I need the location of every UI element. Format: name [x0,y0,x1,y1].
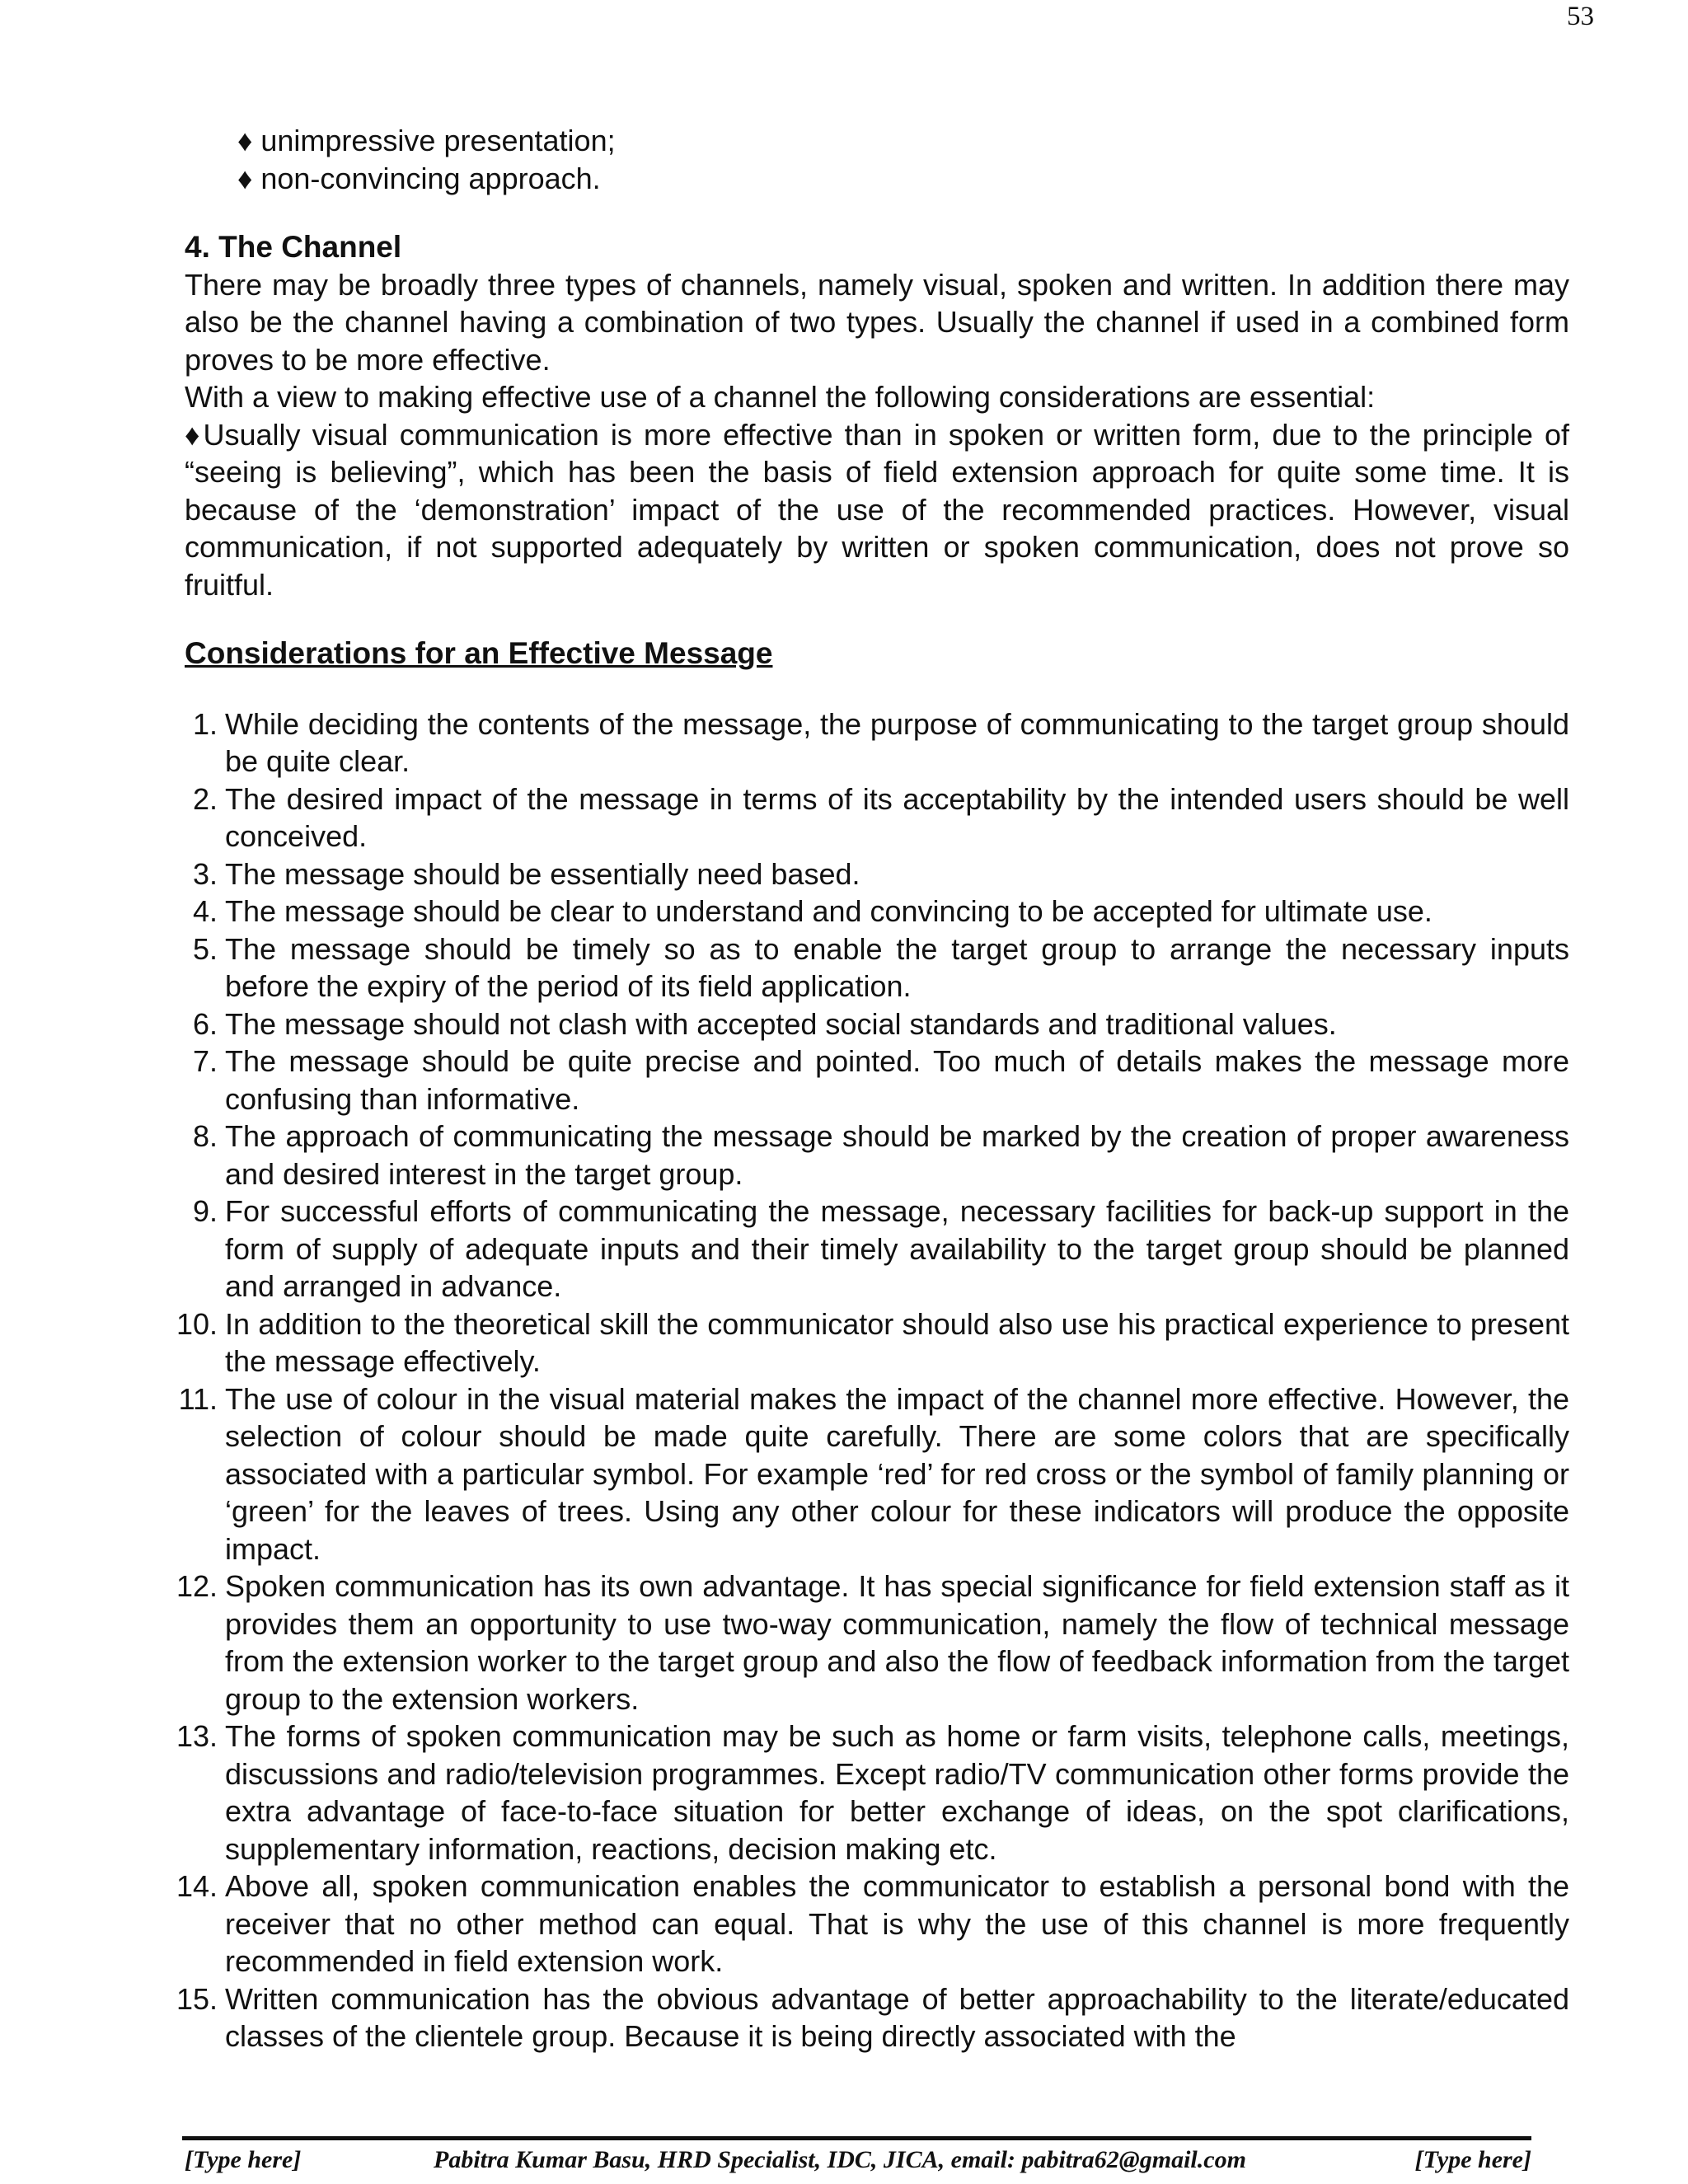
item-text: The message should be clear to understand and convincing to be accepted for ultimate use. [225,894,1432,928]
list-item [185,1193,1569,1305]
list-item [185,780,1569,855]
footer-author-info: Pabitra Kumar Basu, HRD Specialist, IDC, JICA, email: pabitra62@gmail.com [434,2146,1246,2173]
list-item [185,705,1569,780]
item-text: The message should be essentially need based. [225,856,860,891]
item-text: The message should be quite precise and pointed. Too much of details makes the message more confusing than informative. [225,1044,1569,1116]
list-item [176,1868,1569,1980]
section-heading: 4. The Channel [185,230,402,264]
item-number: 6. [192,1006,218,1041]
item-number: 8. [192,1119,218,1153]
considerations-heading: Considerations for an Effective Message [185,636,773,670]
item-text: The message should be timely so as to enable the target group to arrange the necessary inputs before the expiry of the period of its field application. [225,931,1569,1003]
item-text: While deciding the contents of the message, the purpose of communicating to the target group should be quite clear. [225,706,1569,778]
list-item [176,1980,1569,2055]
item-number: 9. [192,1194,218,1228]
item-number: 14. [176,1869,218,1903]
list-item [176,1718,1569,1868]
considerations-list [176,705,1569,2055]
list-item [185,855,1569,893]
item-number: 4. [192,894,218,928]
list-item [185,893,1569,930]
list-item [185,930,1569,1005]
list-item [185,1043,1569,1118]
footer-divider [182,2136,1531,2140]
item-number: 13. [176,1719,218,1753]
page-number: 53 [1567,2,1594,31]
item-text: The message should not clash with accepted social standards and traditional values. [225,1006,1337,1041]
list-item [178,1380,1569,1568]
item-text: The desired impact of the message in terms of its acceptability by the intended users should be well conceived. [225,781,1569,853]
item-number: 3. [192,856,218,891]
item-number: 15. [176,1981,218,2016]
item-number: 2. [192,781,218,816]
item-text: Above all, spoken communication enables the communicator to establish a personal bond with the receiver that no other method can equal. That is why the use of this channel is more frequently recommended in field extension work. [225,1869,1569,1978]
list-item [185,1005,1569,1043]
item-number: 11. [178,1381,218,1416]
footer-left-placeholder: [Type here] [185,2146,302,2173]
item-text: The forms of spoken communication may be such as home or farm visits, telephone calls, meetings, discussions and radio/television programmes. Except radio/TV communication other forms provide the extra advantage of face-to-face situation for better exchange of ideas, on the spot clarifications, supplementary information, reactions, decision making etc. [225,1719,1569,1866]
paragraph: There may be broadly three types of channels, namely visual, spoken and written. In addition there may also be the channel having a combination of two types. Usually the channel if used in a combined form proves to be more effective. [185,267,1569,377]
list-item [176,1305,1569,1380]
list-item [176,1568,1569,1718]
item-text: In addition to the theoretical skill the communicator should also use his practical experience to present the message effectively. [225,1306,1569,1378]
page-footer [185,2146,1531,2174]
paragraph: ♦Usually visual communication is more effective than in spoken or written form, due to the principle of “seeing is believing”, which has been the basis of field extension approach for quite some time. It is because of the ‘demonstration’ impact of the use of the recommended practices. However, visual communication, if not supported adequately by written or spoken communication, does not prove so fruitful. [185,417,1569,602]
paragraph: With a view to making effective use of a channel the following considerations are essential: [185,380,1376,414]
list-item: ♦ unimpressive presentation; [237,124,616,157]
item-number: 12. [176,1569,218,1603]
list-item: ♦ non-convincing approach. [237,161,601,195]
item-text: Written communication has the obvious advantage of better approachability to the literate/educated classes of the clientele group. Because it is being directly associated with the [225,1981,1569,2053]
item-number: 5. [192,931,218,966]
item-number: 7. [192,1044,218,1078]
item-text: The approach of communicating the message should be marked by the creation of proper awareness and desired interest in the target group. [225,1119,1569,1191]
document-body [176,122,1569,2055]
footer-right-placeholder: [Type here] [1414,2146,1531,2173]
item-number: 10. [176,1306,218,1341]
list-item [185,1118,1569,1193]
top-bullet-list [185,122,1569,197]
item-text: Spoken communication has its own advantage. It has special significance for field extension staff as it provides them an opportunity to use two-way communication, namely the flow of technical message from the extension worker to the target group and also the flow of feedback information from the target group to the extension workers. [225,1569,1569,1716]
item-number: 1. [192,706,218,741]
item-text: The use of colour in the visual material makes the impact of the channel more effective. However, the selection of colour should be made quite carefully. There are some colors that are specifically associated with a particular symbol. For example ‘red’ for red cross or the symbol of family planning or ‘green’ for the leaves of trees. Using any other colour for these indicators will produce the opposite impact. [225,1381,1569,1566]
item-text: For successful efforts of communicating the message, necessary facilities for back-up support in the form of supply of adequate inputs and their timely availability to the target group should be planned and arranged in advance. [225,1194,1569,1303]
